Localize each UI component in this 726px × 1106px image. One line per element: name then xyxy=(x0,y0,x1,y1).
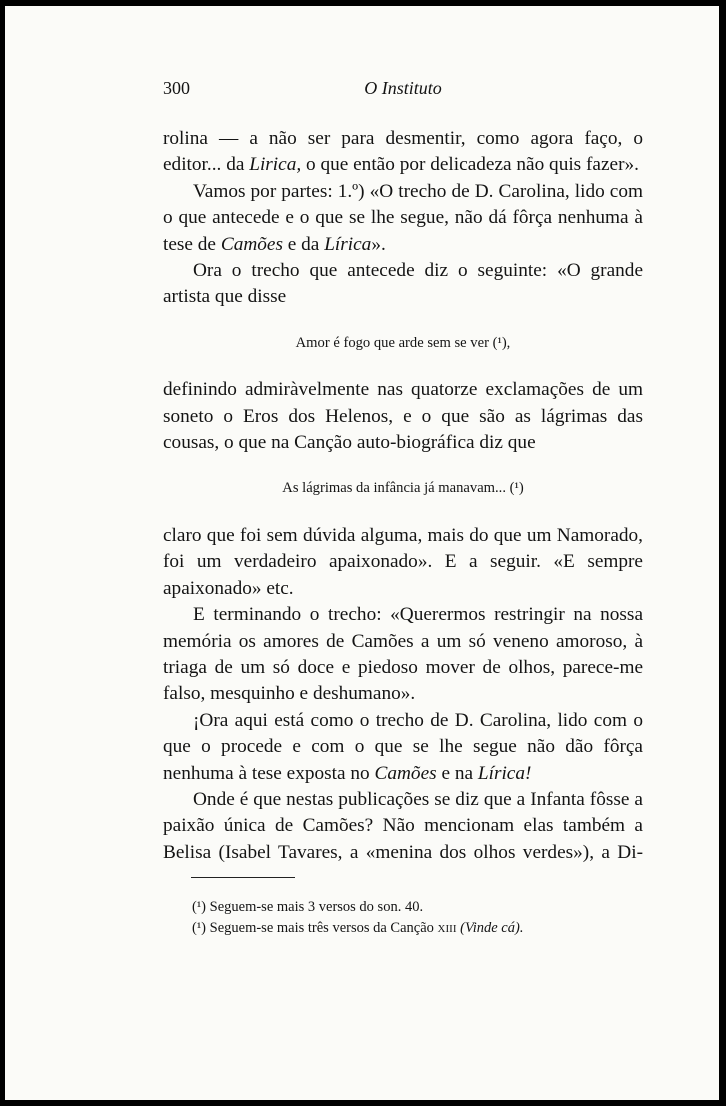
paragraph-2-text-e: ». xyxy=(371,233,386,255)
paragraph-2-camoes: Camões xyxy=(220,233,283,255)
paragraph-2 xyxy=(163,179,643,258)
paragraph-3: Ora o trecho que antecede diz o seguinte: «O grande artista que disse xyxy=(163,260,643,308)
footnotes xyxy=(192,897,632,940)
footnote-1: (¹) Seguem-se mais 3 versos do son. 40. xyxy=(192,899,424,915)
paragraph-6: E terminando o trecho: «Querermos restringir na nossa memória os amores de Camões a um só veneno amoroso, à triaga de um só doce e piedoso mover de olhos, parece-me falso, mesquinho e deshumano». xyxy=(163,604,643,705)
paragraph-7-camoes: Camões xyxy=(374,762,437,784)
verse-quote-1: Amor é fogo que arde sem se ver (¹), xyxy=(295,334,511,351)
footnote-2-text-a: (¹) Seguem-se mais três versos da Canção xyxy=(192,920,438,936)
paragraph-5: claro que foi sem dúvida alguma, mais do que um Namorado, foi um verdadeiro apaixonado». E a seguir. «E sempre apaixonado» etc. xyxy=(163,524,643,599)
paragraph-4: definindo admiràvelmente nas quatorze exclamações de um soneto o Eros dos Helenos, e o que são as lágrimas das cousas, o que na Canção auto-biográfica diz que xyxy=(163,379,643,454)
paragraph-1-lirica: Lirica, xyxy=(249,154,302,176)
paragraph-2-text-c: e da xyxy=(282,233,325,255)
book-page xyxy=(5,6,719,1100)
paragraph-7 xyxy=(163,708,643,787)
paragraph-1 xyxy=(163,126,643,179)
footnote-divider xyxy=(191,877,295,878)
running-title: O Instituto xyxy=(364,78,442,98)
page-number: 300 xyxy=(163,78,190,98)
page-header xyxy=(163,78,643,108)
paragraph-1-text-a: rolina — a não ser para desmentir, como agora faço, o editor... da xyxy=(163,128,643,176)
footnote-2-numeral: XIII xyxy=(437,923,457,935)
paragraph-7-text-a: ¡Ora aqui está como o trecho de D. Carolina, lido com o que o procede e com o que se lhe segue não dão fôrça nenhuma à tese exposta no xyxy=(163,709,643,784)
body-text xyxy=(163,126,643,866)
paragraph-8: Onde é que nestas publicações se diz que a Infanta fôsse a paixão única de Camões? Não mencionam elas também a Belisa (Isabel Tavares, a «menina dos olhos verdes»), a Di- xyxy=(163,788,643,863)
paragraph-1-text-c: o que então por delicadeza não quis fazer». xyxy=(301,154,639,176)
footnote-2-title: (Vinde cá). xyxy=(456,920,524,936)
footnote-2 xyxy=(192,918,632,940)
paragraph-2-lirica: Lírica xyxy=(324,233,372,255)
paragraph-7-text-c: e na xyxy=(436,762,478,784)
paragraph-2-text-a: Vamos por partes: 1.º) «O trecho de D. Carolina, lido com o que antecede e o que se lhe segue, não dá fôrça nenhuma à tese de xyxy=(163,180,643,255)
verse-quote-2: As lágrimas da infância já manavam... (¹) xyxy=(282,480,524,497)
paragraph-7-lirica: Lírica! xyxy=(477,762,532,784)
